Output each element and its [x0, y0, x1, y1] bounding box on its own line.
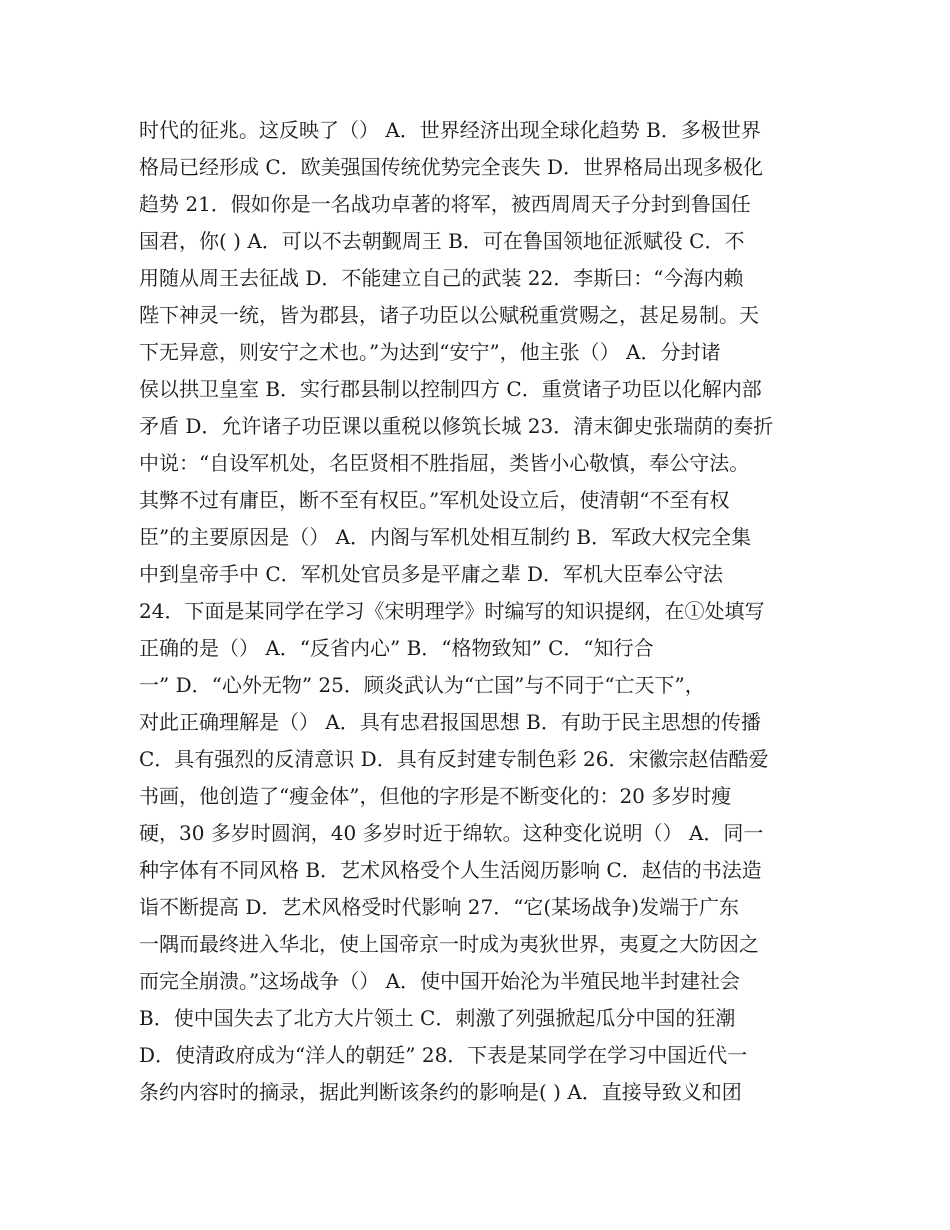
text-line: 陛下神灵一统，皆为郡县，诸子功臣以公赋税重赏赐之，甚足易制。天: [139, 303, 759, 327]
text-line: 硬，30 多岁时圆润，40 多岁时近于绵软。这种变化说明（） A．同一: [139, 821, 764, 845]
text-line: 用随从周王去征战 D．不能建立自己的武装 22．李斯曰：“今海内赖: [139, 266, 744, 290]
text-line: 诣不断提高 D．艺术风格受时代影响 27．“它(某场战争)发端于广东: [139, 895, 740, 919]
text-line: 趋势 21．假如你是一名战功卓著的将军，被西周周天子分封到鲁国任: [139, 192, 751, 216]
text-line: 臣”的主要原因是（） A．内阁与军机处相互制约 B．军政大权完全集: [139, 525, 752, 549]
text-line: 其弊不过有庸臣，断不至有权臣。”军机处设立后，使清朝“不至有权: [139, 488, 730, 512]
text-line: 格局已经形成 C．欧美强国传统优势完全丧失 D．世界格局出现多极化: [139, 155, 764, 179]
text-line: 条约内容时的摘录，据此判断该条约的影响是( ) A．直接导致义和团: [139, 1080, 742, 1104]
text-line: D．使清政府成为“洋人的朝廷” 28．下表是某同学在学习中国近代一: [139, 1043, 748, 1067]
text-line: 中到皇帝手中 C．军机处官员多是平庸之辈 D．军机大臣奉公守法: [139, 562, 724, 586]
document-body-text: [139, 112, 829, 1111]
text-line: 正确的是（） A．“反省内心” B．“格物致知” C．“知行合: [139, 636, 654, 660]
text-line: C．具有强烈的反清意识 D．具有反封建专制色彩 26．宋徽宗赵佶酷爱: [139, 747, 769, 771]
text-line: 24．下面是某同学在学习《宋明理学》时编写的知识提纲，在①处填写: [139, 599, 765, 623]
text-line: 种字体有不同风格 B．艺术风格受个人生活阅历影响 C．赵佶的书法造: [139, 858, 762, 882]
text-line: 下无异意，则安宁之术也。”为达到“安宁”，他主张（） A．分封诸: [139, 340, 721, 364]
text-line: B．使中国失去了北方大片领土 C．刺激了列强掀起瓜分中国的狂潮: [139, 1006, 736, 1030]
text-line: 国君，你( ) A．可以不去朝觐周王 B．可在鲁国领地征派赋役 C．不: [139, 229, 745, 253]
text-line: 而完全崩溃。”这场战争（） A．使中国开始沦为半殖民地半封建社会: [139, 969, 741, 993]
text-line: 时代的征兆。这反映了（） A．世界经济出现全球化趋势 B．多极世界: [139, 118, 761, 142]
text-line: 中说：“自设军机处，名臣贤相不胜指屈，类皆小心敬慎，奉公守法。: [139, 451, 750, 475]
text-line: 一隅而最终进入华北，使上国帝京一时成为夷狄世界，夷夏之大防因之: [139, 932, 759, 956]
text-line: 侯以拱卫皇室 B．实行郡县制以控制四方 C．重赏诸子功臣以化解内部: [139, 377, 762, 401]
text-line: 一” D．“心外无物” 25．顾炎武认为“亡国”与不同于“亡天下”，: [139, 673, 705, 697]
text-line: 矛盾 D．允许诸子功臣课以重税以修筑长城 23．清末御史张瑞荫的奏折: [139, 414, 774, 438]
text-line: 对此正确理解是（） A．具有忠君报国思想 B．有助于民主思想的传播: [139, 710, 761, 734]
text-line: 书画，他创造了“瘦金体”，但他的字形是不断变化的：20 多岁时瘦: [139, 784, 732, 808]
